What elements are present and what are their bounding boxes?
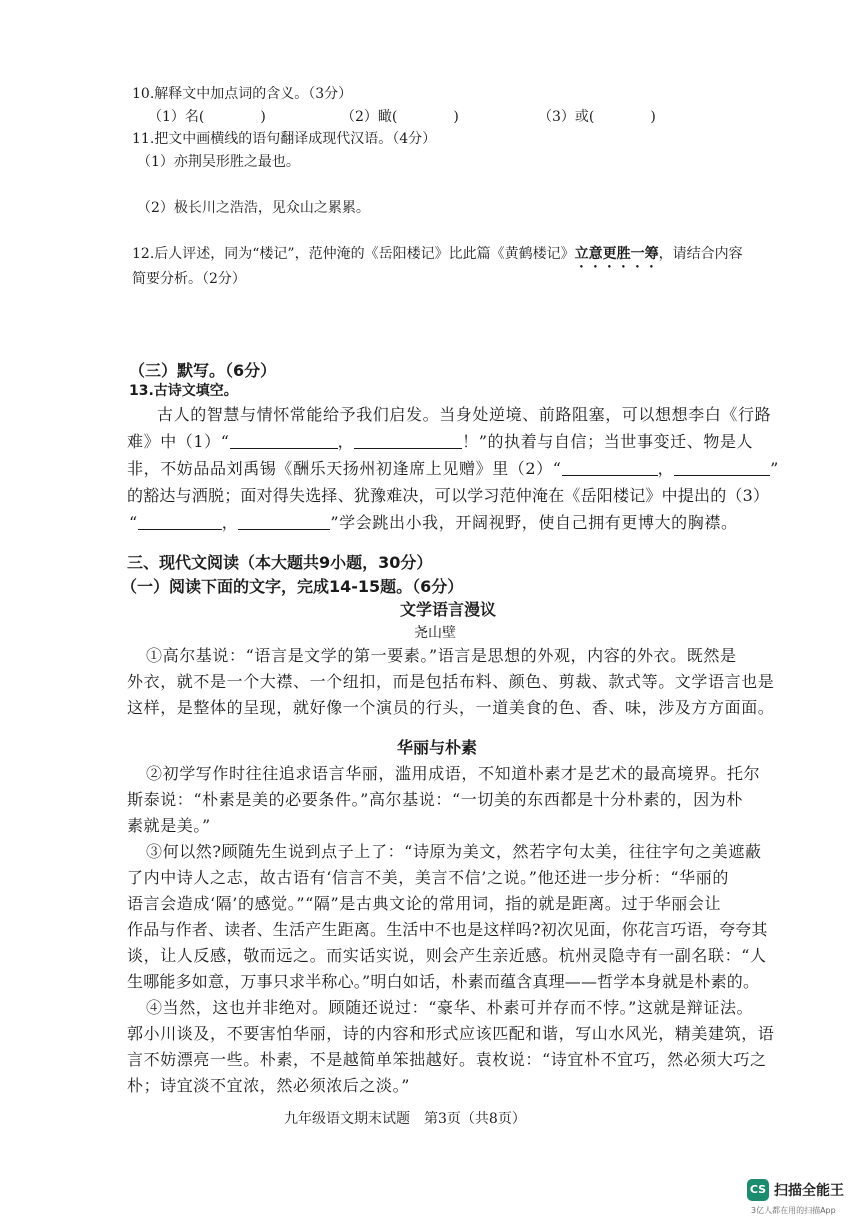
q11-title: 11.把文中画横线的语句翻译成现代汉语。（4分） [132,131,437,147]
section-3-heading: （三）默写。（6分） [129,361,277,380]
section-title: 华丽与朴素 [397,738,478,757]
para-1-line: ①高尔基说：“语言是文学的第一要素。”语言是思想的外观，内容的外衣。既然是 [146,646,737,665]
para-1-line: 外衣，就不是一个大襟、一个纽扣，而是包括布料、颜色、剪裁、款式等。文学语言也是 [127,672,775,691]
para-3-line: ③何以然?顾随先生说到点子上了：“诗原为美文，然若字句太美，往往字句之美遮蔽 [146,842,762,861]
q12-line-2: 简要分析。（2分） [132,271,246,287]
watermark-tagline: 3亿人都在用的扫描App [751,1206,836,1215]
para-1-line: 这样，是整体的呈现，就好像一个演员的行头，一道美食的色、香、味，涉及方方面面。 [127,698,775,717]
page-footer: 九年级语文期末试题 第3页（共8页） [284,1111,526,1127]
para-2-line: 素就是美。” [127,816,211,835]
q10-item-1: （1）名( ) [148,109,266,125]
q12-text-a: 12.后人评述，同为“楼记”，范仲淹的《岳阳楼记》比此篇《黄鹤楼记》 [132,246,575,262]
q13-text: ， [221,513,239,532]
q11-item-2: （2）极长川之浩浩，见众山之累累。 [137,200,370,216]
q13-line-2 [127,429,753,452]
para-4-line: 言不妨漂亮一些。朴素，不是越简单笨拙越好。袁枚说：“诗宜朴不宜巧，然必须大巧之 [127,1050,767,1069]
q12-line-1 [132,243,743,271]
para-3-line: 了内中诗人之志，故古语有‘信言不美，美言不信’之说。”他还进一步分析：“华丽的 [127,868,729,887]
q13-text: ！”的执着与自信；当世事变迁、物是人 [462,432,754,451]
article-author: 尧山壁 [414,625,456,641]
camscanner-logo-icon: CS [747,1179,769,1201]
q10-item-2: （2）瞰( ) [341,109,459,125]
answer-blank-1[interactable] [230,434,338,449]
para-3-line: 语言会造成‘隔’的感觉。”“隔”是古典文论的常用词，指的就是距离。过于华丽会让 [127,894,722,913]
q13-line-1: 古人的智慧与情怀常能给予我们启发。当身处逆境、前路阻塞，可以想想李白《行路 [157,405,772,424]
article-title: 文学语言漫议 [400,600,497,619]
para-2-line: 斯泰说：“朴素是美的必要条件。”高尔基说：“一切美的东西都是十分朴素的，因为朴 [127,790,743,809]
answer-blank-5[interactable] [138,515,222,530]
q13-text: “ [129,513,138,532]
para-4-line: ④当然，这也并非绝对。顾随还说过：“豪华、朴素可并存而不悖。”这就是辩证法。 [146,998,754,1017]
q13-text: 难》中（1）“ [127,432,230,451]
para-3-line: 作品与作者、读者、生活产生距离。生活中不也是这样吗?初次见面，你花言巧语，夸夸其 [127,920,768,939]
answer-blank-4[interactable] [674,461,770,476]
q13-text: ”学会跳出小我，开阔视野，使自己拥有更博大的胸襟。 [330,513,738,532]
q13-text: 非，不妨品品刘禹锡《酬乐天扬州初逢席上见赠》里（2）“ [127,459,562,478]
q10-item-3: （3）或( ) [538,109,656,125]
answer-blank-3[interactable] [562,461,658,476]
part-3-subheading: （一）阅读下面的文字，完成14-15题。（6分） [121,577,464,596]
answer-blank-6[interactable] [238,515,330,530]
q13-title: 13.古诗文填空。 [129,383,238,399]
q11-item-1: （1）亦荆吴形胜之最也。 [137,154,300,170]
para-3-line: 谈，让人反感，敬而远之。而实话实说，则会产生亲近感。杭州灵隐寺有一副名联：“人 [127,946,767,965]
watermark-name: 扫描全能王 [774,1183,844,1199]
para-4-line: 郭小川谈及，不要害怕华丽，诗的内容和形式应该匹配和谐，写山水风光，精美建筑，语 [127,1024,775,1043]
q13-text: ， [337,432,355,451]
q13-text: ” [770,459,779,478]
q13-text: ， [657,459,675,478]
q10-title: 10.解释文中加点词的含义。（3分） [132,86,353,102]
para-4-line: 朴；诗宜淡不宜浓，然必须浓后之淡。” [127,1076,410,1095]
para-3-line: 生哪能多如意，万事只求半称心。”明白如话，朴素而蕴含真理——哲学本身就是朴素的。 [127,972,760,991]
q12-emphasis: 立意更胜一筹 [574,246,659,262]
q13-line-5 [129,510,738,533]
q13-line-4: 的豁达与洒脱；面对得失选择、犹豫难决，可以学习范仲淹在《岳阳楼记》中提出的（3） [127,486,770,505]
scanner-watermark [747,1177,857,1219]
part-3-heading: 三、现代文阅读（本大题共9小题，30分） [127,553,433,572]
answer-blank-2[interactable] [354,434,462,449]
para-2-line: ②初学写作时往往追求语言华丽，滥用成语，不知道朴素才是艺术的最高境界。托尔 [146,764,761,783]
q13-line-3 [127,456,779,479]
q12-text-b: ，请结合内容 [658,246,743,262]
